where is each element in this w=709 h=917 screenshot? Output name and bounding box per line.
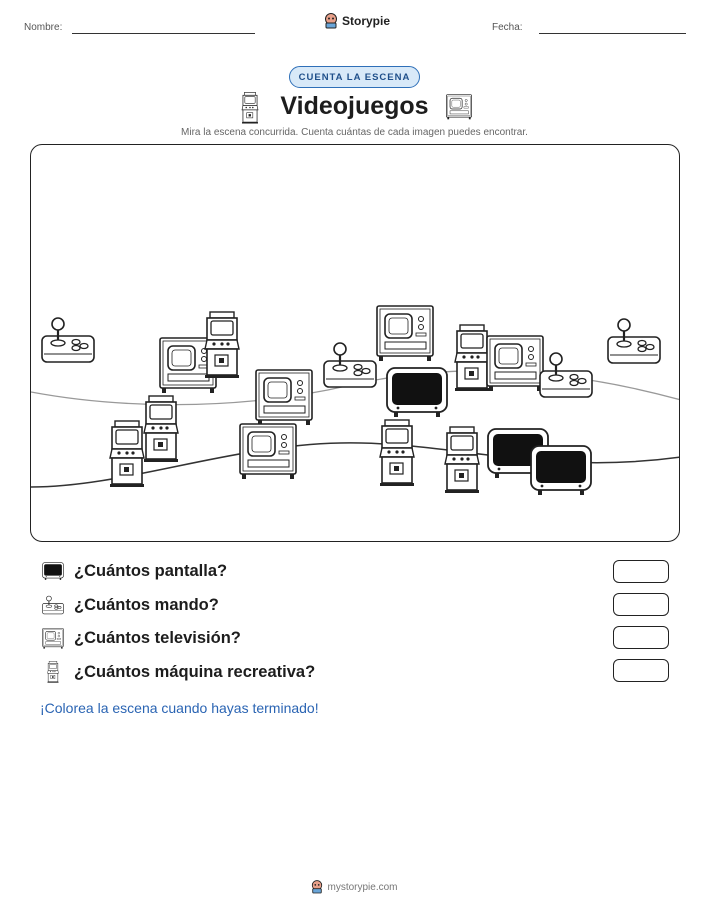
tv-item <box>377 306 433 361</box>
question-row <box>42 561 227 581</box>
arcade-item <box>144 396 178 462</box>
controller-item <box>540 353 592 397</box>
answer-box[interactable] <box>613 593 669 616</box>
footer <box>0 880 709 894</box>
activity-badge: CUENTA LA ESCENA <box>289 66 420 88</box>
question-text: ¿Cuántos mando? <box>74 595 219 614</box>
television-icon <box>42 628 64 649</box>
brand-name: Storypie <box>342 14 391 28</box>
footer-url[interactable]: mystorypie.com <box>327 881 398 893</box>
instructions: Mira la escena concurrida. Cuenta cuántas de cada imagen puedes encontrar. <box>181 127 528 138</box>
question-text: ¿Cuántos máquina recreativa? <box>74 662 316 681</box>
name-field[interactable] <box>72 33 255 34</box>
arcade-item <box>205 312 239 378</box>
tv-item <box>487 336 543 391</box>
storypie-mascot-icon <box>311 880 323 894</box>
date-label: Fecha: <box>492 22 523 33</box>
question-row <box>42 595 219 615</box>
monitor-item <box>531 446 591 495</box>
controller-item <box>42 318 94 362</box>
tv-item <box>256 370 312 425</box>
screen-icon <box>42 561 64 581</box>
scene-illustration <box>31 145 680 542</box>
controller-item <box>324 343 376 387</box>
coloring-note: ¡Colorea la escena cuando hayas terminado! <box>40 700 319 716</box>
question-text: ¿Cuántos pantalla? <box>74 561 228 580</box>
tv-item <box>240 424 296 479</box>
question-row <box>42 661 315 683</box>
storypie-mascot-icon <box>324 13 338 29</box>
controller-icon <box>42 595 64 615</box>
arcade-item <box>445 427 479 493</box>
answer-box[interactable] <box>613 659 669 682</box>
monitor-item <box>387 368 447 417</box>
arcade-machine-icon <box>42 661 64 683</box>
page-title: Videojuegos <box>280 92 429 120</box>
controller-item <box>608 319 660 363</box>
arcade-item <box>455 325 489 391</box>
answer-box[interactable] <box>613 626 669 649</box>
arcade-item <box>380 420 414 486</box>
scene-panel <box>30 144 680 542</box>
question-text: ¿Cuántos televisión? <box>74 629 241 647</box>
name-label: Nombre: <box>24 22 63 33</box>
television-icon <box>446 94 472 120</box>
question-row <box>42 628 241 649</box>
answer-box[interactable] <box>613 560 669 583</box>
brand-logo <box>324 13 390 29</box>
arcade-item <box>110 421 144 487</box>
date-field[interactable] <box>539 33 686 34</box>
